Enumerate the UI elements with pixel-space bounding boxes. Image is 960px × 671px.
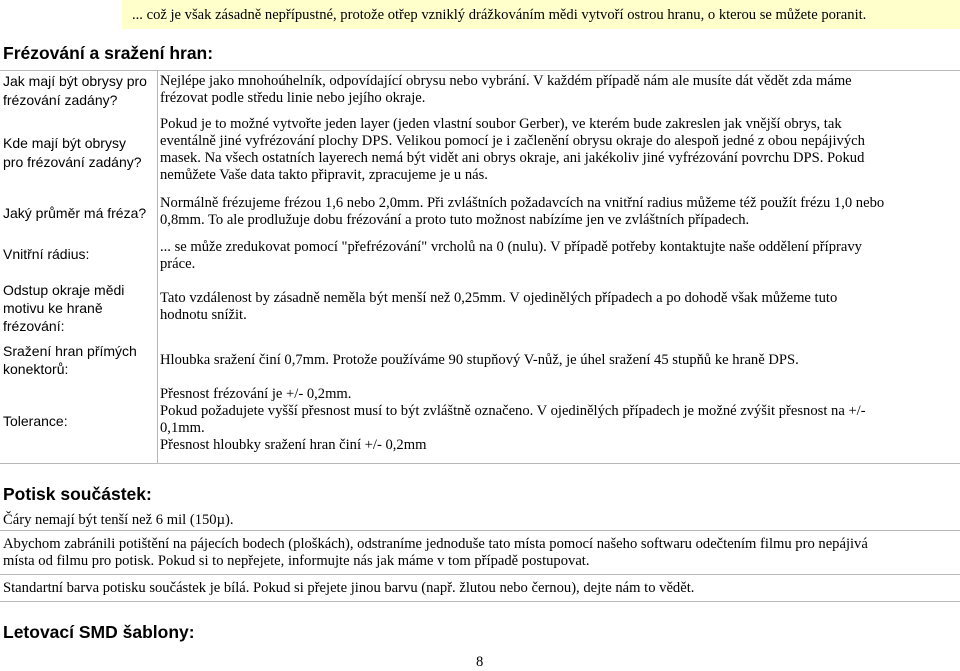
label-connector-bevel	[3, 342, 137, 378]
label-copper-distance	[3, 281, 124, 335]
text-line: Hloubka sražení činí 0,7mm. Protože používáme 90 stupňový V-nůž, je úhel sražení 45 stupňů ke hraně DPS.	[160, 352, 799, 368]
table-rule-top	[0, 70, 960, 71]
text-line: Pokud požadujete vyšší přesnost musí to být zvláštně označeno. V ojedinělých případech je možné zvýšit přesnost na +/-	[160, 403, 866, 419]
print-paragraph-pads	[3, 536, 868, 570]
text-line: frézovat podle středu linie nebo jejího okraje.	[160, 90, 426, 106]
text-line: eventálně jiné vyfrézování plochy DPS. Velikou pomocí je i začlenění obrysu okraje do alespoň jedné z obou nepájivých	[160, 133, 865, 149]
text-line: masek. Na všech ostatních layerech nemá být vidět ani obrys okraje, ani jakékoliv jiné vyfrézování povrchu DPS. Pokud	[160, 150, 865, 166]
label-line: frézování:	[3, 318, 65, 334]
text-connector-bevel	[160, 352, 799, 369]
text-line: 0,1mm.	[160, 420, 205, 436]
text-line: Abychom zabránili potištění na pájecích bodech (ploškách), odstraníme jednoduše tato místa pomocí našeho softwaru odečtením filmu pro nepájivá	[3, 536, 868, 552]
label-line: Odstup okraje mědi	[3, 282, 125, 298]
text-line: Přesnost frézování je +/- 0,2mm.	[160, 386, 352, 402]
smd-heading: Letovací SMD šablony:	[3, 622, 195, 642]
print-rule-2	[0, 574, 960, 575]
text-line: hodnotu snížit.	[160, 307, 247, 323]
top-note	[122, 0, 960, 29]
print-line-width: Čáry nemají být tenší než 6 mil (150µ).	[3, 512, 234, 528]
label-inner-radius	[3, 246, 89, 263]
text-tolerance	[160, 386, 866, 454]
label-outline-input	[3, 73, 147, 109]
top-note-text: ... což je však zásadně nepřípustné, protože otřep vzniklý drážkováním mědi vytvoří ostrou hranu, o kterou se můžete poranit.	[132, 7, 867, 23]
label-line: konektorů:	[3, 361, 69, 377]
label-cutter-diameter	[3, 205, 146, 222]
text-copper-distance	[160, 290, 837, 324]
label-line: Jak mají být obrysy pro	[3, 73, 147, 89]
print-rule-1	[0, 530, 960, 531]
text-line: místa od filmu pro potisk. Pokud si to nepřejete, informujte nás jak máme v tom případě postupovat.	[3, 553, 590, 569]
page-number: 8	[476, 654, 484, 670]
label-line: Jaký průměr má fréza?	[3, 205, 147, 221]
table-rule-vertical	[157, 70, 158, 463]
text-inner-radius	[160, 239, 862, 273]
label-tolerance	[3, 413, 68, 430]
print-rule-3	[0, 601, 960, 602]
text-line: Nejlépe jako mnohoúhelník, odpovídající obrysu nebo vybrání. V každém případě nám ale musíte dát vědět zda máme	[160, 73, 852, 89]
text-cutter-diameter	[160, 195, 884, 229]
text-line: nemůžete Vaše data takto připravit, zpracujeme je u nás.	[160, 167, 488, 183]
print-heading: Potisk součástek:	[3, 484, 152, 504]
label-line: Tolerance:	[3, 413, 68, 429]
label-line: Vnitřní rádius:	[3, 246, 90, 262]
text-line: Pokud je to možné vytvořte jeden layer (jeden vlastní soubor Gerber), ve kterém bude zakreslen jak vnější obrys, tak	[160, 116, 842, 132]
label-line: Sražení hran přímých	[3, 343, 137, 359]
label-outline-location	[3, 135, 142, 171]
label-line: motivu ke hraně	[3, 300, 103, 316]
text-line: Přesnost hloubky sražení hran činí +/- 0,2mm	[160, 437, 427, 453]
label-line: Kde mají být obrysy	[3, 135, 126, 151]
milling-heading: Frézování a sražení hran:	[3, 43, 214, 63]
text-line: Normálně frézujeme frézou 1,6 nebo 2,0mm. Při zvláštních požadavcích na vnitřní radius můžeme též použít frézu 1,0 nebo	[160, 195, 885, 211]
label-line: pro frézování zadány?	[3, 154, 142, 170]
text-outline-input	[160, 73, 852, 107]
text-line: práce.	[160, 256, 196, 272]
table-rule-bottom	[0, 463, 960, 464]
text-line: 0,8mm. To ale prodlužuje dobu frézování a proto tuto možnost nabízíme jen ve zvláštních případech.	[160, 212, 750, 228]
label-line: frézování zadány?	[3, 92, 118, 108]
text-outline-location	[160, 116, 865, 184]
text-line: Tato vzdálenost by zásadně neměla být menší než 0,25mm. V ojedinělých případech a po dohodě však můžeme tuto	[160, 290, 838, 306]
print-paragraph-color: Standartní barva potisku součástek je bílá. Pokud si přejete jinou barvu (např. žlutou nebo černou), dejte nám to vědět.	[3, 580, 695, 596]
text-line: ... se může zredukovat pomocí "přefrézování" vrcholů na 0 (nulu). V případě potřeby kontaktujte naše oddělení přípravy	[160, 239, 862, 255]
